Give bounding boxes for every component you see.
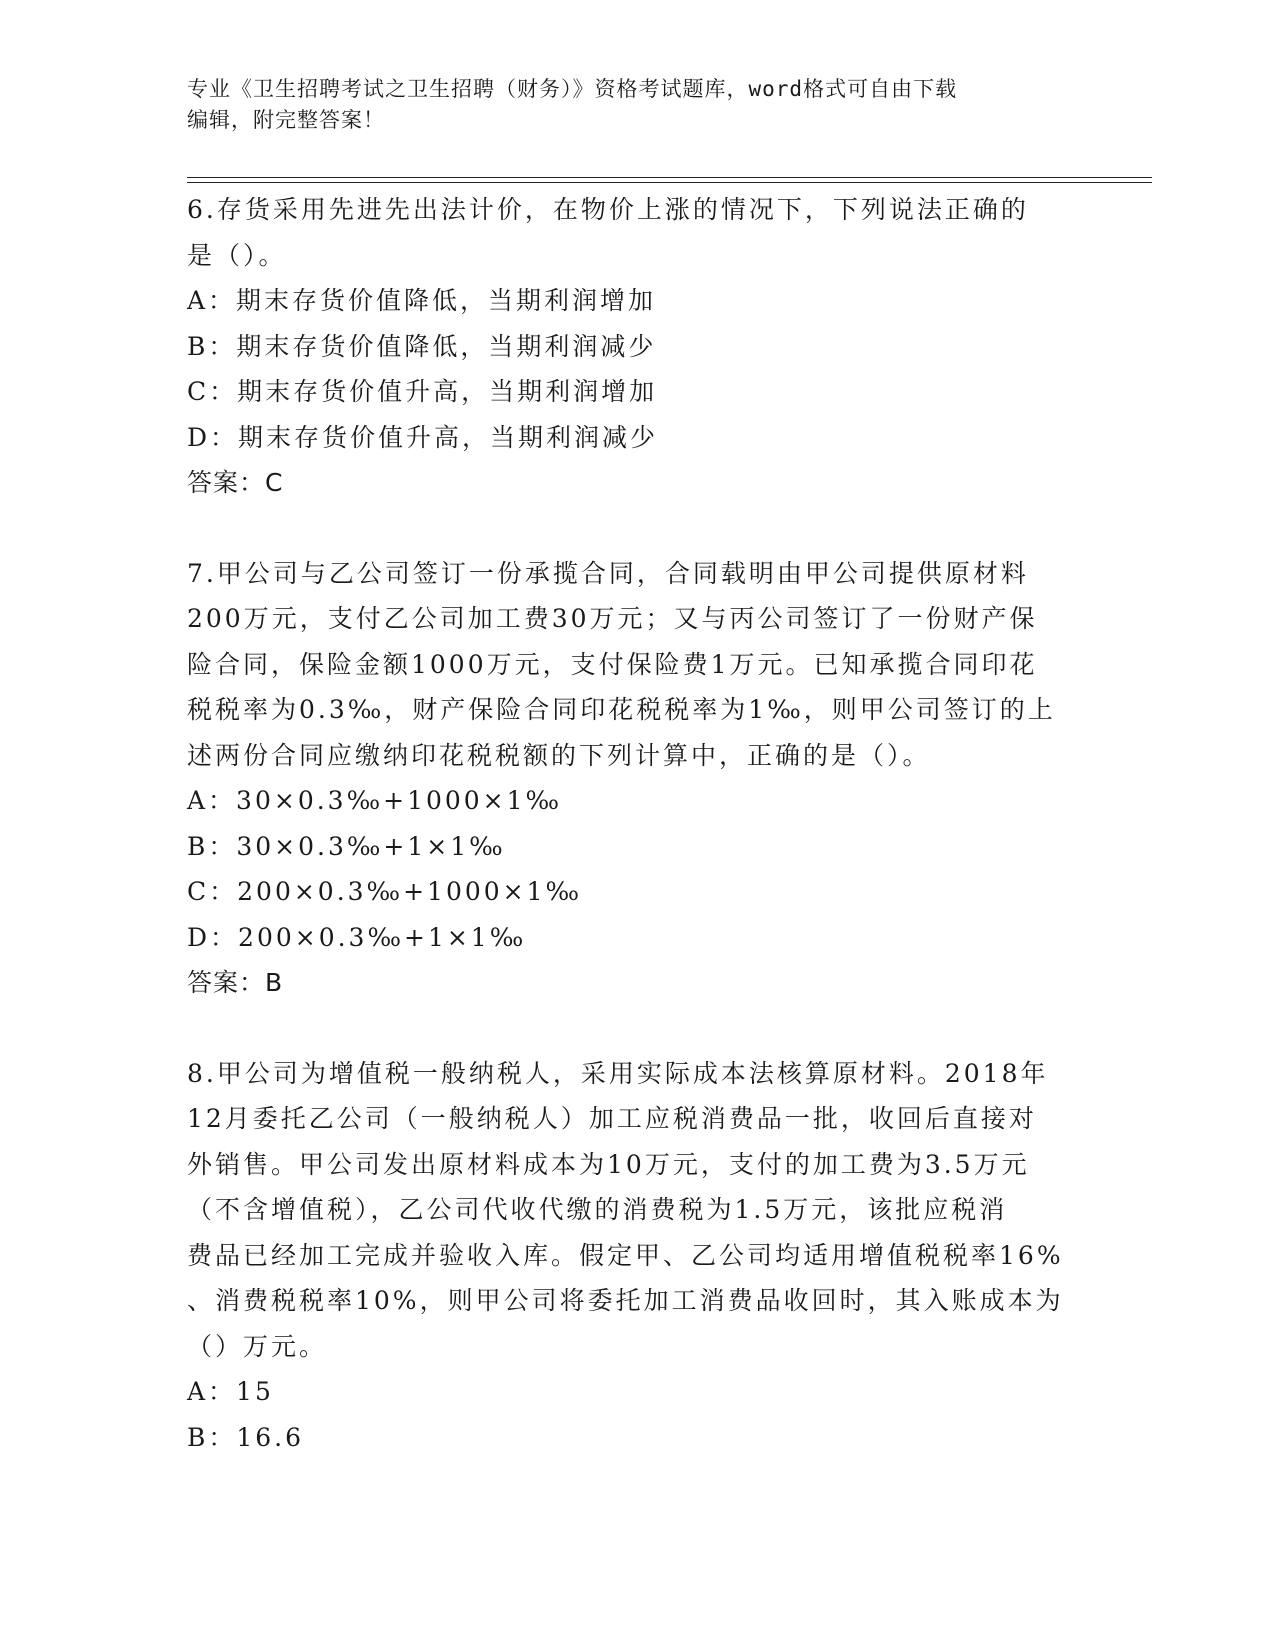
option-a: A：15 [187, 1377, 274, 1406]
question-stem-line: 200万元，支付乙公司加工费30万元；又与丙公司签订了一份财产保 [187, 604, 1038, 633]
question-stem-line: 税税率为0.3‰，财产保险合同印花税税率为1‰，则甲公司签订的上 [187, 695, 1056, 724]
question-8 [187, 1051, 1087, 1461]
answer-line: 答案：C [187, 468, 284, 497]
question-stem-line: 述两份合同应缴纳印花税税额的下列计算中，正确的是（）。 [187, 740, 931, 770]
question-spacer [187, 506, 1087, 551]
option-b: B：期末存货价值降低，当期利润减少 [187, 331, 657, 361]
option-d: D：期末存货价值升高，当期利润减少 [187, 422, 659, 452]
question-spacer [187, 1006, 1087, 1051]
option-b: B：30×0.3‰+1×1‰ [187, 831, 506, 861]
document-header [187, 74, 1067, 136]
question-stem-line: 8.甲公司为增值税一般纳税人，采用实际成本法核算原材料。2018年 [187, 1058, 1049, 1088]
question-stem-line: 险合同，保险金额1000万元，支付保险费1万元。已知承揽合同印花 [187, 649, 1038, 679]
question-list [187, 187, 1087, 1460]
header-line-1: 专业《卫生招聘考试之卫生招聘（财务）》资格考试题库，word格式可自由下载 [187, 77, 958, 101]
option-a: A：期末存货价值降低，当期利润增加 [187, 286, 657, 315]
question-7 [187, 551, 1087, 1006]
question-stem-line: 费品已经加工完成并验收入库。假定甲、乙公司均适用增值税税率16% [187, 1240, 1064, 1270]
header-divider-top [187, 177, 1152, 178]
question-stem-line: 外销售。甲公司发出原材料成本为10万元，支付的加工费为3.5万元 [187, 1149, 1030, 1179]
question-6 [187, 187, 1087, 506]
question-stem-line: 、消费税税率10%，则甲公司将委托加工消费品收回时，其入账成本为 [187, 1286, 1064, 1315]
question-stem-line: 6.存货采用先进先出法计价，在物价上涨的情况下，下列说法正确的 [187, 195, 1029, 224]
header-line-2: 编辑，附完整答案！ [187, 108, 385, 132]
option-d: D：200×0.3‰+1×1‰ [187, 922, 527, 952]
question-stem-line: 7.甲公司与乙公司签订一份承揽合同，合同载明由甲公司提供原材料 [187, 558, 1029, 588]
option-c: C：200×0.3‰+1000×1‰ [187, 877, 583, 906]
question-stem-line: （）万元。 [187, 1331, 328, 1361]
option-a: A：30×0.3‰+1000×1‰ [187, 786, 563, 815]
header-divider-bottom [187, 182, 1152, 183]
question-stem-line: 12月委托乙公司（一般纳税人）加工应税消费品一批，收回后直接对 [187, 1104, 1037, 1133]
answer-line: 答案：B [187, 968, 284, 997]
question-stem-line: （不含增值税），乙公司代收代缴的消费税为1.5万元，该批应税消 [187, 1195, 1008, 1224]
option-c: C：期末存货价值升高，当期利润增加 [187, 377, 658, 406]
question-stem-line: 是（）。 [187, 240, 287, 270]
option-b: B：16.6 [187, 1422, 305, 1452]
